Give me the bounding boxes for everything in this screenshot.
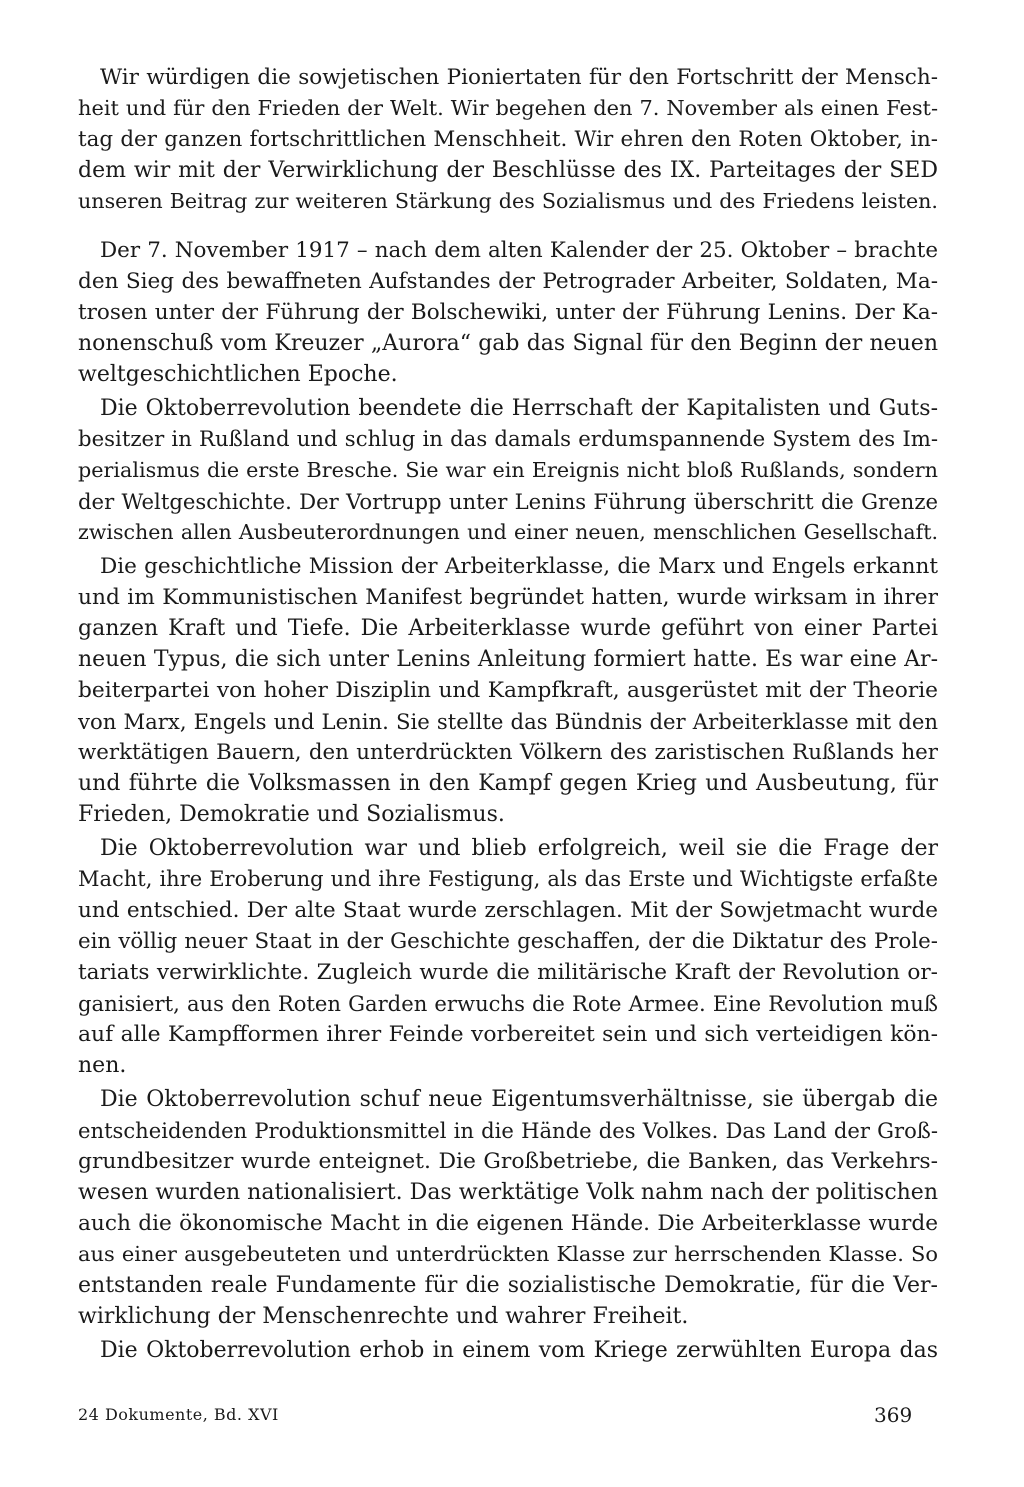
page-footer bbox=[78, 1403, 938, 1433]
text-line: besitzer in Rußland und schlug in das damals erdumspannende System des Im- bbox=[78, 427, 938, 452]
text-line: unseren Beitrag zur weiteren Stärkung des Sozialismus und des Friedens leisten. bbox=[78, 189, 938, 213]
paragraph bbox=[78, 1084, 938, 1332]
text-line: Die Oktoberrevolution beendete die Herrschaft der Kapitalisten und Guts- bbox=[100, 396, 938, 421]
paragraph bbox=[78, 62, 938, 217]
text-line: Die geschichtliche Mission der Arbeiterklasse, die Marx und Engels erkannt bbox=[100, 554, 938, 579]
text-line: dem wir mit der Verwirklichung der Beschlüsse des IX. Parteitages der SED bbox=[78, 158, 938, 183]
text-line: wesen wurden nationalisiert. Das werktätige Volk nahm nach der politischen bbox=[78, 1180, 938, 1205]
page-number: 369 bbox=[874, 1403, 913, 1427]
text-line: heit und für den Frieden der Welt. Wir begehen den 7. November als einen Fest- bbox=[78, 96, 938, 120]
paragraph bbox=[78, 833, 938, 1081]
text-line: werktätigen Bauern, den unterdrückten Völkern des zaristischen Rußlands her bbox=[78, 740, 938, 765]
text-line: tariats verwirklichte. Zugleich wurde die militärische Kraft der Revolution or- bbox=[78, 960, 938, 985]
text-line: und führte die Volksmassen in den Kampf gegen Krieg und Ausbeutung, für bbox=[78, 771, 938, 796]
text-line: nen. bbox=[78, 1053, 127, 1078]
text-line: aus einer ausgebeuteten und unterdrückten Klasse zur herrschenden Klasse. So bbox=[78, 1242, 938, 1266]
text-line: Die Oktoberrevolution erhob in einem vom Kriege zerwühlten Europa das bbox=[100, 1338, 938, 1363]
text-line: grundbesitzer wurde enteignet. Die Großbetriebe, die Banken, das Verkehrs- bbox=[78, 1149, 938, 1174]
text-line: entstanden reale Fundamente für die sozialistische Demokratie, für die Ver- bbox=[78, 1273, 938, 1298]
signature-mark: 24 Dokumente, Bd. XVI bbox=[78, 1405, 279, 1424]
text-line: Wir würdigen die sowjetischen Pioniertaten für den Fortschritt der Mensch- bbox=[100, 65, 938, 90]
text-line: trosen unter der Führung der Bolschewiki, unter der Führung Lenins. Der Ka- bbox=[78, 300, 938, 325]
text-line: auf alle Kampfformen ihrer Feinde vorbereitet sein und sich verteidigen kön- bbox=[78, 1022, 938, 1047]
text-line: der Weltgeschichte. Der Vortrupp unter Lenins Führung überschritt die Grenze bbox=[78, 489, 938, 514]
text-line: Die Oktoberrevolution war und blieb erfolgreich, weil sie die Frage der bbox=[100, 836, 938, 861]
section-gap bbox=[78, 217, 938, 235]
paragraph bbox=[78, 393, 938, 548]
text-line: neuen Typus, die sich unter Lenins Anleitung formiert hatte. Es war eine Ar- bbox=[78, 647, 938, 672]
text-line: ganisiert, aus den Roten Garden erwuchs die Rote Armee. Eine Revolution muß bbox=[78, 991, 938, 1016]
text-line: Der 7. November 1917 – nach dem alten Kalender der 25. Oktober – brachte bbox=[100, 238, 938, 263]
text-line: weltgeschichtlichen Epoche. bbox=[78, 362, 398, 387]
text-line: Die Oktoberrevolution schuf neue Eigentumsverhältnisse, sie übergab die bbox=[100, 1087, 938, 1112]
text-line: ganzen Kraft und Tiefe. Die Arbeiterklasse wurde geführt von einer Partei bbox=[78, 616, 938, 641]
page-body bbox=[78, 62, 938, 1366]
text-line: nonenschuß vom Kreuzer „Aurora“ gab das Signal für den Beginn der neuen bbox=[78, 331, 938, 356]
text-line: tag der ganzen fortschrittlichen Menschheit. Wir ehren den Roten Oktober, in- bbox=[78, 127, 938, 152]
text-line: den Sieg des bewaffneten Aufstandes der Petrograder Arbeiter, Soldaten, Ma- bbox=[78, 269, 938, 294]
text-line: und im Kommunistischen Manifest begründet hatten, wurde wirksam in ihrer bbox=[78, 585, 938, 610]
paragraph bbox=[78, 235, 938, 390]
text-line: Frieden, Demokratie und Sozialismus. bbox=[78, 802, 505, 827]
text-line: ein völlig neuer Staat in der Geschichte geschaffen, der die Diktatur des Prole- bbox=[78, 929, 938, 954]
text-line: entscheidenden Produktionsmittel in die Hände des Volkes. Das Land der Groß- bbox=[78, 1118, 938, 1143]
text-line: wirklichung der Menschenrechte und wahrer Freiheit. bbox=[78, 1304, 689, 1329]
paragraph bbox=[78, 551, 938, 830]
text-line: von Marx, Engels und Lenin. Sie stellte das Bündnis der Arbeiterklasse mit den bbox=[78, 709, 938, 734]
text-line: auch die ökonomische Macht in die eigenen Hände. Die Arbeiterklasse wurde bbox=[78, 1211, 938, 1236]
text-line: zwischen allen Ausbeuterordnungen und einer neuen, menschlichen Gesellschaft. bbox=[78, 520, 938, 544]
text-line: und entschied. Der alte Staat wurde zerschlagen. Mit der Sowjetmacht wurde bbox=[78, 898, 938, 923]
text-line: beiterpartei von hoher Disziplin und Kampfkraft, ausgerüstet mit der Theorie bbox=[78, 678, 938, 703]
text-line: Macht, ihre Eroberung und ihre Festigung, als das Erste und Wichtigste erfaßte bbox=[78, 867, 938, 891]
text-line: perialismus die erste Bresche. Sie war ein Ereignis nicht bloß Rußlands, sondern bbox=[78, 458, 938, 482]
paragraph bbox=[78, 1335, 938, 1366]
